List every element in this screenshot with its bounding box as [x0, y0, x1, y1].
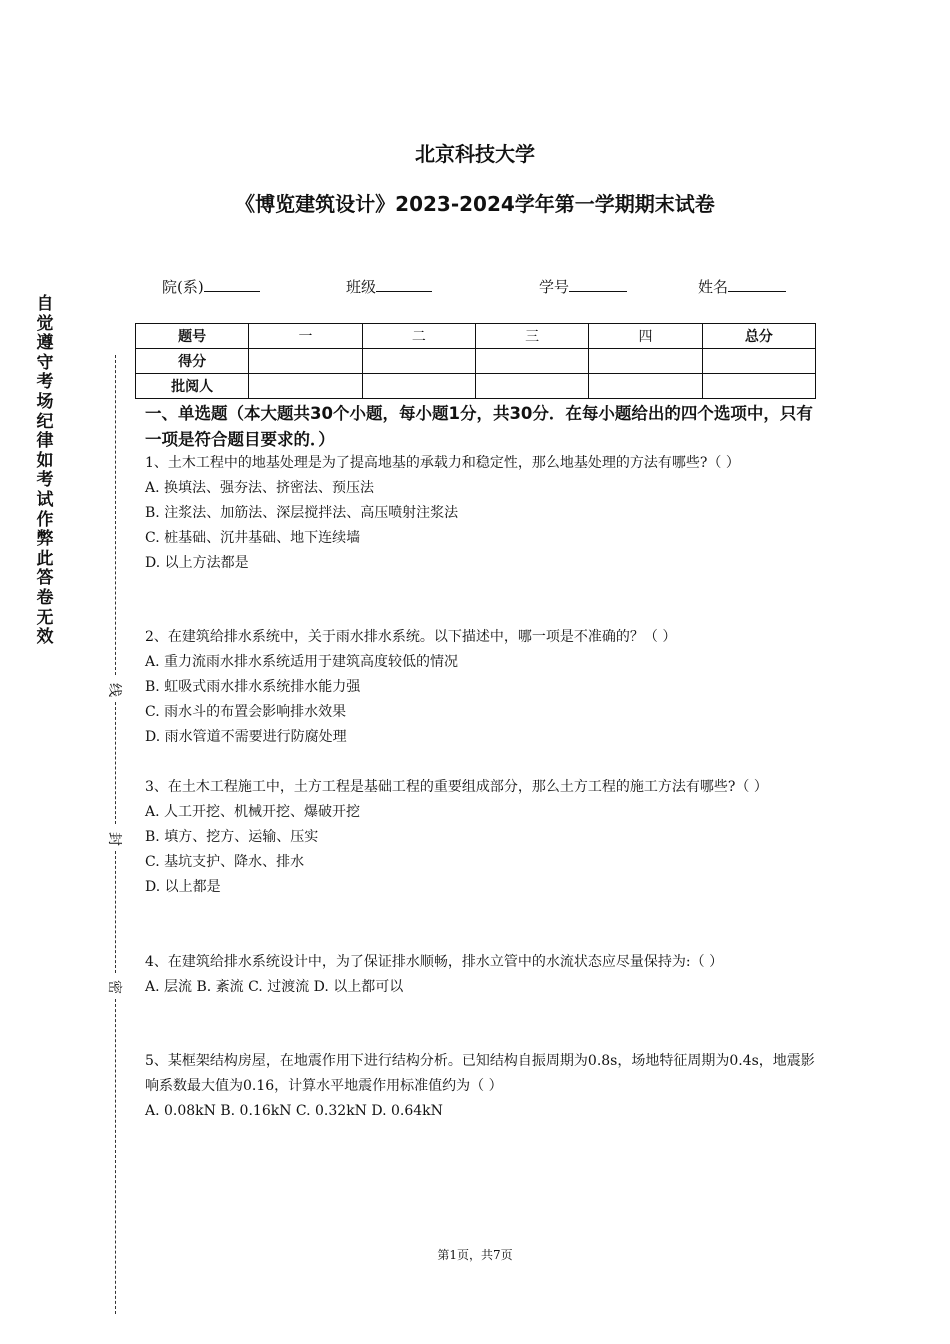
score-table-header-row: [136, 324, 816, 349]
grader-cell[interactable]: [589, 374, 702, 399]
question-2: [145, 625, 817, 750]
option-c[interactable]: C. 雨水斗的布置会影响排水效果: [145, 704, 347, 720]
option-d[interactable]: D. 以上都是: [145, 879, 221, 895]
grader-cell[interactable]: [475, 374, 588, 399]
score-table-header: 总分: [702, 324, 815, 349]
score-table-header: 四: [589, 324, 702, 349]
department-blank[interactable]: [204, 277, 260, 292]
option-d[interactable]: D. 雨水管道不需要进行防腐处理: [145, 729, 347, 745]
option-c[interactable]: C. 桩基础、沉井基础、地下连续墙: [145, 530, 361, 546]
option-a[interactable]: A. 换填法、强夯法、挤密法、预压法: [145, 480, 375, 496]
score-cell[interactable]: [702, 349, 815, 374]
binding-dashed-line: [115, 702, 116, 824]
options-line[interactable]: A. 0.08kN B. 0.16kN C. 0.32kN D. 0.64kN: [145, 1103, 443, 1119]
exam-discipline-notice: 自觉遵守考场纪律如考试作弊此答卷无效: [36, 294, 54, 648]
grader-cell[interactable]: [702, 374, 815, 399]
student-id-field[interactable]: [539, 276, 627, 297]
name-label: 姓名: [698, 278, 729, 296]
class-blank[interactable]: [376, 277, 432, 292]
score-table-header: 题号: [136, 324, 249, 349]
grader-row-label: 批阅人: [136, 374, 249, 399]
binding-dashed-line: [115, 999, 116, 1314]
option-a[interactable]: A. 人工开挖、机械开挖、爆破开挖: [145, 804, 361, 820]
name-field[interactable]: [698, 276, 786, 297]
seal-label: 封: [106, 832, 122, 846]
secret-label: 密: [106, 980, 122, 994]
university-title: 北京科技大学: [415, 142, 535, 166]
binding-dashed-line: [115, 355, 116, 675]
question-stem: 2、在建筑给排水系统中，关于雨水排水系统。以下描述中，哪一项是不准确的？（ ）: [145, 629, 677, 645]
question-stem: 3、在土木工程施工中，土方工程是基础工程的重要组成部分，那么土方工程的施工方法有哪些?（ ）: [145, 779, 768, 795]
question-stem: 5、某框架结构房屋，在地震作用下进行结构分析。已知结构自振周期为0.8s，场地特征周期为0.4s，地震影响系数最大值为0.16，计算水平地震作用标准值约为（ ）: [145, 1053, 815, 1094]
option-d[interactable]: D. 以上方法都是: [145, 555, 249, 571]
score-table: [135, 323, 816, 399]
exam-title: 《博览建筑设计》2023-2024学年第一学期期末试卷: [235, 192, 715, 216]
question-4: [145, 950, 817, 1000]
class-label: 班级: [346, 278, 377, 296]
question-5: [145, 1049, 817, 1124]
student-id-label: 学号: [539, 278, 570, 296]
option-c[interactable]: C. 基坑支护、降水、排水: [145, 854, 305, 870]
score-table-header: 三: [475, 324, 588, 349]
grader-row: [136, 374, 816, 399]
score-cell[interactable]: [475, 349, 588, 374]
grader-cell[interactable]: [249, 374, 362, 399]
score-cell[interactable]: [249, 349, 362, 374]
question-1: [145, 451, 817, 576]
option-b[interactable]: B. 虹吸式雨水排水系统排水能力强: [145, 679, 361, 695]
score-cell[interactable]: [362, 349, 475, 374]
name-blank[interactable]: [728, 277, 786, 292]
score-row: [136, 349, 816, 374]
score-table-header: 一: [249, 324, 362, 349]
question-3: [145, 775, 817, 900]
page-number: 第1页，共7页: [437, 1248, 513, 1262]
line-label: 线: [106, 683, 122, 697]
option-a[interactable]: A. 重力流雨水排水系统适用于建筑高度较低的情况: [145, 654, 459, 670]
student-id-blank[interactable]: [569, 277, 627, 292]
score-table-header: 二: [362, 324, 475, 349]
score-row-label: 得分: [136, 349, 249, 374]
option-b[interactable]: B. 填方、挖方、运输、压实: [145, 829, 319, 845]
section-heading: 一、单选题（本大题共30个小题，每小题1分，共30分．在每小题给出的四个选项中，只有一项是符合题目要求的．）: [145, 404, 813, 449]
score-cell[interactable]: [589, 349, 702, 374]
options-line[interactable]: A. 层流 B. 紊流 C. 过渡流 D. 以上都可以: [145, 979, 404, 995]
department-label: 院(系): [162, 278, 204, 296]
department-field[interactable]: [162, 276, 260, 297]
option-b[interactable]: B. 注浆法、加筋法、深层搅拌法、高压喷射注浆法: [145, 505, 459, 521]
grader-cell[interactable]: [362, 374, 475, 399]
question-stem: 4、在建筑给排水系统设计中，为了保证排水顺畅，排水立管中的水流状态应尽量保持为:（ ）: [145, 954, 724, 970]
class-field[interactable]: [346, 276, 432, 297]
binding-dashed-line: [115, 851, 116, 973]
question-stem: 1、土木工程中的地基处理是为了提高地基的承载力和稳定性，那么地基处理的方法有哪些?（ ）: [145, 455, 740, 471]
